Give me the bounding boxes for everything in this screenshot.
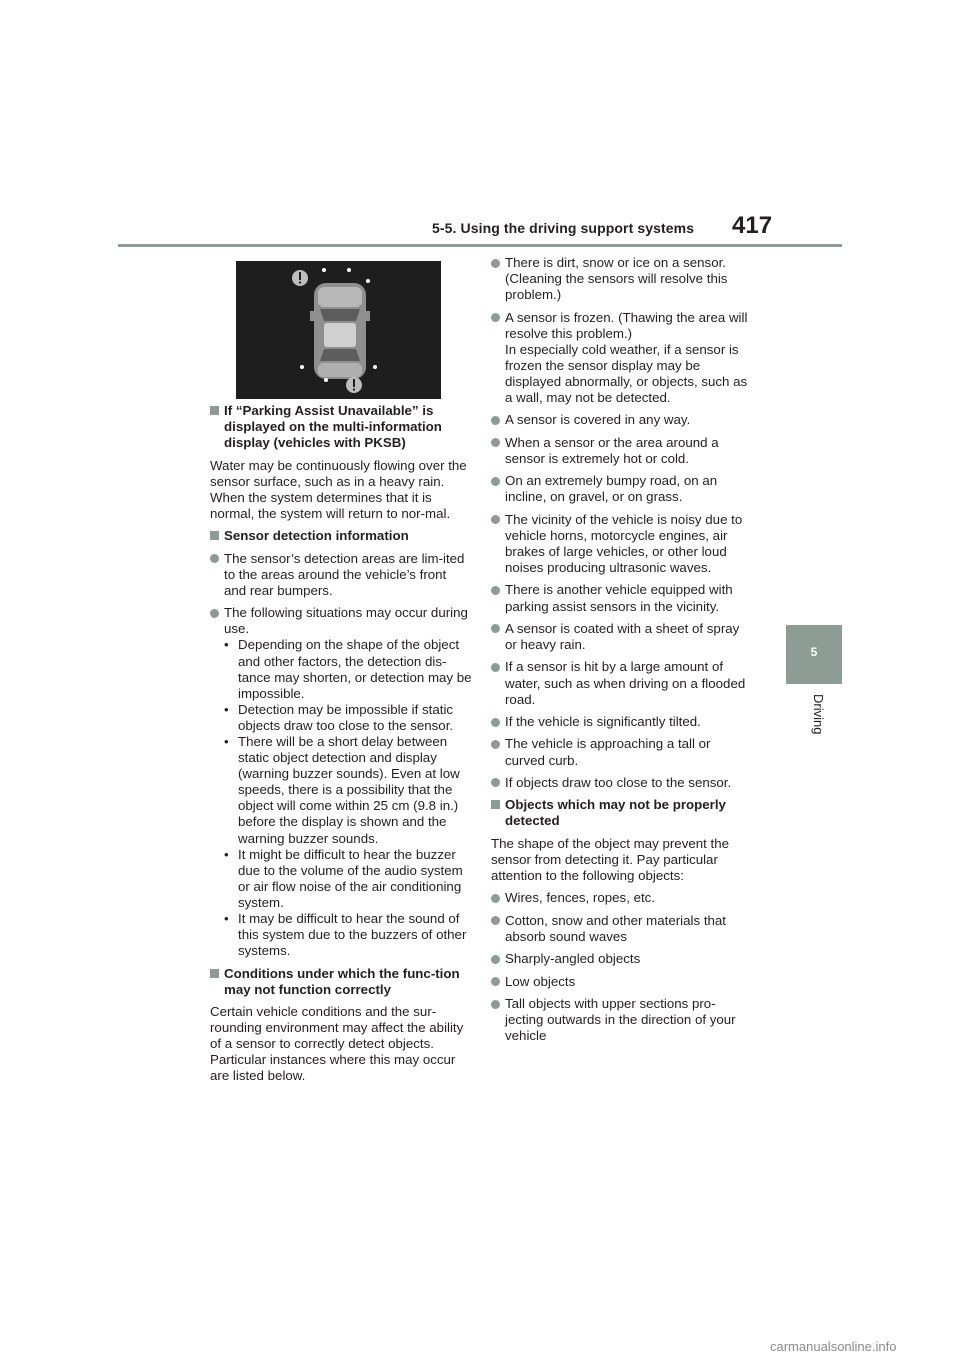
list-item: The vehicle is approaching a tall or curved curb. xyxy=(491,736,753,768)
exclamation-icon xyxy=(292,270,308,286)
circle-bullet-icon xyxy=(491,438,500,447)
list-item: Tall objects with upper sections pro-jecting outwards in the direction of your vehicle xyxy=(491,996,753,1044)
sub-list-item: • Detection may be impossible if static objects draw too close to the sensor. xyxy=(224,701,454,733)
list-item: Cotton, snow and other materials that absorb sound waves xyxy=(491,913,753,945)
list-item: A sensor is covered in any way. xyxy=(491,412,753,428)
paragraph: The shape of the object may prevent the sensor from detecting it. Pay particular attention to the following objects: xyxy=(491,835,730,883)
list-item: The following situations may occur during use. • Depending on the shape of the object and other factors, the detection dis-tance may shorten, or detection may be impossible. • Detection may be impossible if static objects draw too close to the sensor. • There will be a short delay between static object detection and display (warning buzzer sounds). Even at low speeds, there is a possibility that the object will come within 25 cm (9.8 in.) before the display is shown and the warning buzzer sounds. • It might be difficult to hear the buzzer due to the volume of the audio system or air flow noise of the air conditioning system. • It may be difficult to hear the sound of this system due to the buzzers of other systems. xyxy=(210,605,472,959)
circle-bullet-icon xyxy=(491,477,500,486)
chapter-tab: 5 xyxy=(786,625,842,684)
list-item: Sharply-angled objects xyxy=(491,951,753,967)
sensor-dot xyxy=(347,268,351,272)
section-title: 5-5. Using the driving support systems xyxy=(432,220,695,236)
square-bullet-icon xyxy=(491,800,500,809)
paragraph: Certain vehicle conditions and the sur-rounding environment may affect the ability of a sensor to correctly detect objects. Particular instances where this may occur are listed below. xyxy=(210,1004,464,1084)
circle-bullet-icon xyxy=(491,624,500,633)
parking-assist-figure xyxy=(236,261,441,399)
section-heading: Objects which may not be properly detected xyxy=(491,797,753,829)
list-item: On an extremely bumpy road, on an incline, on gravel, or on grass. xyxy=(491,473,753,505)
list-item: When a sensor or the area around a sensor is extremely hot or cold. xyxy=(491,435,753,467)
sensor-dot xyxy=(324,378,328,382)
circle-bullet-icon xyxy=(491,259,500,268)
sensor-dot xyxy=(366,279,370,283)
circle-bullet-icon xyxy=(491,586,500,595)
list-item: Wires, fences, ropes, etc. xyxy=(491,890,753,906)
sub-list-item: • Depending on the shape of the object and other factors, the detection dis-tance may shorten, or detection may be impossible. xyxy=(224,637,472,701)
circle-bullet-icon xyxy=(491,955,500,964)
watermark: carmanualsonline.info xyxy=(770,1339,897,1354)
list-item: The vicinity of the vehicle is noisy due to vehicle horns, motorcycle engines, air brakes of large vehicles, or other loud noises producing ultrasonic waves. xyxy=(491,512,753,576)
sensor-dot xyxy=(373,365,377,369)
square-bullet-icon xyxy=(210,531,219,540)
square-bullet-icon xyxy=(210,969,219,978)
circle-bullet-icon xyxy=(491,977,500,986)
list-item: If objects draw too close to the sensor. xyxy=(491,775,753,791)
left-column xyxy=(210,403,472,1091)
list-item: If the vehicle is significantly tilted. xyxy=(491,714,753,730)
exclamation-icon xyxy=(346,377,362,393)
sub-list-item: • It may be difficult to hear the sound of this system due to the buzzers of other systems. xyxy=(224,911,467,959)
list-item: There is another vehicle equipped with parking assist sensors in the vicinity. xyxy=(491,582,753,614)
list-item: A sensor is frozen. (Thawing the area will resolve this problem.) In especially cold weather, if a sensor is frozen the sensor display may be displayed abnormally, or objects, such as a wall, may not be detected. xyxy=(491,310,753,407)
circle-bullet-icon xyxy=(491,663,500,672)
sensor-dot xyxy=(300,365,304,369)
circle-bullet-icon xyxy=(210,609,219,618)
section-heading: Conditions under which the func-tion may not function correctly xyxy=(210,966,472,998)
list-item: Low objects xyxy=(491,974,753,990)
sub-list-item: • There will be a short delay between static object detection and display (warning buzzer sounds). Even at low speeds, there is a possibility that the object will come within 25 cm (9.8 in.) before the display is shown and the warning buzzer sounds. xyxy=(224,733,460,846)
circle-bullet-icon xyxy=(491,1000,500,1009)
sub-list-item: • It might be difficult to hear the buzzer due to the volume of the audio system or air flow noise of the air conditioning system. xyxy=(224,846,463,910)
circle-bullet-icon xyxy=(491,718,500,727)
circle-bullet-icon xyxy=(491,515,500,524)
sensor-dot xyxy=(322,268,326,272)
list-item: A sensor is coated with a sheet of spray or heavy rain. xyxy=(491,621,753,653)
header-rule xyxy=(118,244,842,247)
paragraph: Water may be continuously flowing over the sensor surface, such as in a heavy rain. When the system determines that it is normal, the system will return to nor-mal. xyxy=(210,457,467,521)
right-column xyxy=(491,255,753,1051)
section-heading: If “Parking Assist Unavailable” is displayed on the multi-information display (vehicles with PKSB) xyxy=(210,403,472,451)
section-heading: Sensor detection information xyxy=(210,528,472,544)
circle-bullet-icon xyxy=(491,894,500,903)
page-number: 417 xyxy=(732,212,773,239)
list-item: There is dirt, snow or ice on a sensor. (Cleaning the sensors will resolve this problem.) xyxy=(491,255,753,303)
list-item: The sensor’s detection areas are lim-ited to the areas around the vehicle’s front and rear bumpers. xyxy=(210,551,472,599)
vehicle-sensor-diagram xyxy=(236,261,441,399)
chapter-label: Driving xyxy=(811,694,826,735)
circle-bullet-icon xyxy=(491,778,500,787)
circle-bullet-icon xyxy=(210,554,219,563)
circle-bullet-icon xyxy=(491,313,500,322)
circle-bullet-icon xyxy=(491,916,500,925)
list-item: If a sensor is hit by a large amount of water, such as when driving on a flooded road. xyxy=(491,659,753,707)
circle-bullet-icon xyxy=(491,740,500,749)
square-bullet-icon xyxy=(210,406,219,415)
circle-bullet-icon xyxy=(491,416,500,425)
